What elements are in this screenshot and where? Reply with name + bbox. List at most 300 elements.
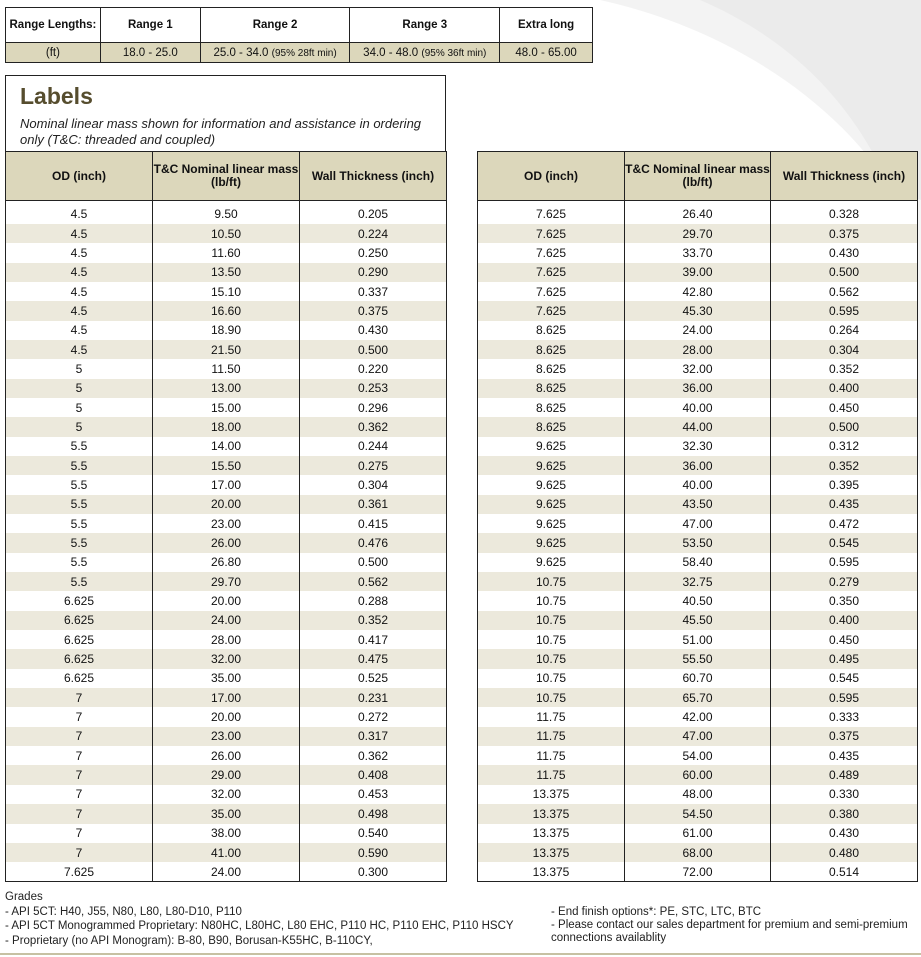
mass-cell: 40.00 (625, 398, 771, 417)
od-cell: 9.625 (478, 495, 625, 514)
mass-cell: 53.50 (625, 533, 771, 552)
od-cell: 7 (6, 804, 153, 823)
od-cell: 7.625 (6, 862, 153, 881)
table-row (6, 765, 447, 784)
mass-cell: 11.50 (153, 359, 300, 378)
table-row (6, 224, 447, 243)
table-row (478, 533, 918, 552)
od-cell: 11.75 (478, 746, 625, 765)
wall-cell: 0.275 (300, 456, 447, 475)
wall-cell: 0.231 (300, 688, 447, 707)
table-row (6, 301, 447, 320)
table-row (478, 785, 918, 804)
wall-cell: 0.400 (771, 379, 918, 398)
mass-cell: 47.00 (625, 727, 771, 746)
mass-cell: 35.00 (153, 669, 300, 688)
od-cell: 4.5 (6, 263, 153, 282)
table-row (6, 379, 447, 398)
wall-cell: 0.595 (771, 553, 918, 572)
od-cell: 10.75 (478, 572, 625, 591)
wall-cell: 0.244 (300, 437, 447, 456)
od-cell: 7 (6, 727, 153, 746)
mass-cell: 26.40 (625, 205, 771, 224)
mass-cell: 54.50 (625, 804, 771, 823)
od-cell: 7 (6, 843, 153, 862)
od-cell: 4.5 (6, 301, 153, 320)
range-header-extra: Extra long (500, 8, 593, 43)
mass-cell: 24.00 (625, 321, 771, 340)
od-cell: 9.625 (478, 553, 625, 572)
range-extra-value: 48.0 - 65.00 (500, 43, 593, 63)
grades-section (5, 890, 514, 948)
od-cell: 5.5 (6, 533, 153, 552)
wall-cell: 0.330 (771, 785, 918, 804)
od-cell: 9.625 (478, 514, 625, 533)
range-header-2: Range 2 (200, 8, 350, 43)
mass-cell: 16.60 (153, 301, 300, 320)
od-cell: 8.625 (478, 398, 625, 417)
wall-cell: 0.362 (300, 417, 447, 436)
mass-cell: 11.60 (153, 243, 300, 262)
table-row (6, 456, 447, 475)
mass-cell: 54.00 (625, 746, 771, 765)
wall-cell: 0.408 (300, 765, 447, 784)
wall-cell: 0.500 (300, 553, 447, 572)
mass-header: T&C Nominal linear mass (lb/ft) (625, 152, 771, 201)
wall-cell: 0.562 (300, 572, 447, 591)
mass-cell: 17.00 (153, 475, 300, 494)
wall-cell: 0.290 (300, 263, 447, 282)
od-cell: 7.625 (478, 243, 625, 262)
wall-cell: 0.514 (771, 862, 918, 881)
left-data-table (5, 151, 447, 882)
table-row (478, 688, 918, 707)
table-row (478, 843, 918, 862)
wall-cell: 0.333 (771, 707, 918, 726)
od-cell: 6.625 (6, 649, 153, 668)
table-row (478, 727, 918, 746)
wall-cell: 0.375 (300, 301, 447, 320)
od-cell: 7.625 (478, 282, 625, 301)
wall-cell: 0.350 (771, 591, 918, 610)
table-row (6, 398, 447, 417)
table-row (6, 340, 447, 359)
wall-cell: 0.450 (771, 398, 918, 417)
mass-cell: 43.50 (625, 495, 771, 514)
table-row (478, 553, 918, 572)
wall-cell: 0.352 (300, 611, 447, 630)
table-row (478, 437, 918, 456)
grades-line: - API 5CT: H40, J55, N80, L80, L80-D10, P110 (5, 905, 242, 918)
note-line: - Please contact our sales department for premium and semi-premium connections availablity (551, 919, 908, 944)
od-cell: 8.625 (478, 379, 625, 398)
mass-cell: 32.00 (153, 785, 300, 804)
wall-cell: 0.279 (771, 572, 918, 591)
od-cell: 8.625 (478, 359, 625, 378)
mass-cell: 24.00 (153, 611, 300, 630)
mass-cell: 13.50 (153, 263, 300, 282)
od-cell: 8.625 (478, 321, 625, 340)
table-row (6, 243, 447, 262)
od-cell: 7.625 (478, 301, 625, 320)
wall-cell: 0.500 (300, 340, 447, 359)
table-row (478, 417, 918, 436)
table-row (478, 862, 918, 881)
mass-cell: 45.50 (625, 611, 771, 630)
od-cell: 7 (6, 785, 153, 804)
wall-cell: 0.205 (300, 205, 447, 224)
od-cell: 5.5 (6, 456, 153, 475)
table-row (6, 321, 447, 340)
od-cell: 10.75 (478, 688, 625, 707)
table-row (6, 785, 447, 804)
table-row (478, 611, 918, 630)
od-cell: 13.375 (478, 824, 625, 843)
table-row (478, 804, 918, 823)
wall-cell: 0.498 (300, 804, 447, 823)
wall-cell: 0.300 (300, 862, 447, 881)
range-1-value: 18.0 - 25.0 (100, 43, 200, 63)
table-row (478, 649, 918, 668)
wall-cell: 0.361 (300, 495, 447, 514)
od-cell: 5 (6, 359, 153, 378)
od-cell: 5.5 (6, 572, 153, 591)
table-row (478, 669, 918, 688)
wall-cell: 0.595 (771, 688, 918, 707)
mass-header: T&C Nominal linear mass (lb/ft) (153, 152, 300, 201)
mass-cell: 61.00 (625, 824, 771, 843)
wall-cell: 0.220 (300, 359, 447, 378)
wall-cell: 0.590 (300, 843, 447, 862)
wall-cell: 0.250 (300, 243, 447, 262)
od-cell: 5 (6, 379, 153, 398)
table-row (6, 611, 447, 630)
wall-cell: 0.375 (771, 224, 918, 243)
wall-cell: 0.415 (300, 514, 447, 533)
od-cell: 10.75 (478, 611, 625, 630)
table-row (6, 514, 447, 533)
table-row (478, 282, 918, 301)
table-row (6, 824, 447, 843)
table-row (478, 475, 918, 494)
table-row (6, 843, 447, 862)
od-cell: 13.375 (478, 862, 625, 881)
labels-title: Labels (20, 83, 93, 109)
mass-cell: 29.70 (625, 224, 771, 243)
wall-cell: 0.264 (771, 321, 918, 340)
notes-section (551, 906, 919, 945)
od-cell: 10.75 (478, 669, 625, 688)
table-row (478, 591, 918, 610)
od-cell: 5.5 (6, 514, 153, 533)
table-row (6, 437, 447, 456)
mass-cell: 26.00 (153, 533, 300, 552)
mass-cell: 20.00 (153, 707, 300, 726)
table-row (6, 572, 447, 591)
od-cell: 4.5 (6, 224, 153, 243)
od-cell: 5.5 (6, 495, 153, 514)
range-header-1: Range 1 (100, 8, 200, 43)
wall-cell: 0.328 (771, 205, 918, 224)
od-cell: 7 (6, 688, 153, 707)
wall-cell: 0.317 (300, 727, 447, 746)
table-row (6, 630, 447, 649)
mass-cell: 13.00 (153, 379, 300, 398)
mass-cell: 32.00 (625, 359, 771, 378)
mass-cell: 32.00 (153, 649, 300, 668)
note-line: - End finish options*: PE, STC, LTC, BTC (551, 906, 762, 918)
table-row (478, 205, 918, 224)
table-row (6, 862, 447, 881)
table-row (478, 824, 918, 843)
mass-cell: 26.80 (153, 553, 300, 572)
wall-cell: 0.304 (300, 475, 447, 494)
table-row (478, 340, 918, 359)
od-cell: 5.5 (6, 553, 153, 572)
table-row (478, 765, 918, 784)
od-cell: 4.5 (6, 340, 153, 359)
wall-cell: 0.362 (300, 746, 447, 765)
table-row (6, 205, 447, 224)
wall-cell: 0.304 (771, 340, 918, 359)
wall-cell: 0.430 (300, 321, 447, 340)
wall-cell: 0.489 (771, 765, 918, 784)
range-header-label: Range Lengths: (6, 8, 101, 43)
mass-cell: 40.50 (625, 591, 771, 610)
mass-cell: 55.50 (625, 649, 771, 668)
table-row (6, 649, 447, 668)
mass-cell: 17.00 (153, 688, 300, 707)
wall-cell: 0.337 (300, 282, 447, 301)
mass-cell: 15.50 (153, 456, 300, 475)
mass-cell: 15.00 (153, 398, 300, 417)
table-row (478, 514, 918, 533)
mass-cell: 40.00 (625, 475, 771, 494)
grades-line: - Proprietary (no API Monogram): B-80, B90, Borusan-K55HC, B-110CY, (5, 934, 373, 947)
table-row (478, 224, 918, 243)
table-row (478, 243, 918, 262)
wall-cell: 0.595 (771, 301, 918, 320)
wall-cell: 0.417 (300, 630, 447, 649)
od-header: OD (inch) (478, 152, 625, 201)
od-cell: 10.75 (478, 630, 625, 649)
mass-cell: 26.00 (153, 746, 300, 765)
od-cell: 5 (6, 398, 153, 417)
mass-cell: 38.00 (153, 824, 300, 843)
table-row (478, 707, 918, 726)
mass-cell: 29.00 (153, 765, 300, 784)
range-lengths-table (5, 7, 593, 63)
mass-cell: 32.75 (625, 572, 771, 591)
mass-cell: 48.00 (625, 785, 771, 804)
range-unit: (ft) (6, 43, 101, 63)
table-row (6, 707, 447, 726)
table-row (6, 417, 447, 436)
wall-cell: 0.545 (771, 533, 918, 552)
od-cell: 9.625 (478, 456, 625, 475)
table-row (6, 553, 447, 572)
table-row (6, 591, 447, 610)
labels-box (5, 75, 446, 151)
od-cell: 6.625 (6, 669, 153, 688)
table-row (6, 359, 447, 378)
od-cell: 4.5 (6, 321, 153, 340)
wall-cell: 0.476 (300, 533, 447, 552)
range-header-3: Range 3 (350, 8, 500, 43)
od-cell: 8.625 (478, 417, 625, 436)
wall-cell: 0.272 (300, 707, 447, 726)
wall-cell: 0.296 (300, 398, 447, 417)
mass-cell: 36.00 (625, 379, 771, 398)
wall-cell: 0.352 (771, 456, 918, 475)
od-cell: 7 (6, 746, 153, 765)
od-cell: 4.5 (6, 243, 153, 262)
od-cell: 8.625 (478, 340, 625, 359)
od-cell: 4.5 (6, 282, 153, 301)
table-row (6, 475, 447, 494)
mass-cell: 60.00 (625, 765, 771, 784)
mass-cell: 45.30 (625, 301, 771, 320)
od-cell: 5 (6, 417, 153, 436)
wall-cell: 0.480 (771, 843, 918, 862)
mass-cell: 65.70 (625, 688, 771, 707)
od-cell: 13.375 (478, 843, 625, 862)
table-row (6, 746, 447, 765)
table-row (6, 533, 447, 552)
mass-cell: 23.00 (153, 727, 300, 746)
table-row (478, 495, 918, 514)
mass-cell: 47.00 (625, 514, 771, 533)
od-cell: 13.375 (478, 785, 625, 804)
wall-cell: 0.453 (300, 785, 447, 804)
wall-cell: 0.430 (771, 824, 918, 843)
wall-cell: 0.352 (771, 359, 918, 378)
od-cell: 6.625 (6, 611, 153, 630)
table-row (478, 572, 918, 591)
mass-cell: 14.00 (153, 437, 300, 456)
table-row (478, 301, 918, 320)
mass-cell: 60.70 (625, 669, 771, 688)
mass-cell: 10.50 (153, 224, 300, 243)
mass-cell: 35.00 (153, 804, 300, 823)
wall-cell: 0.435 (771, 746, 918, 765)
od-cell: 10.75 (478, 591, 625, 610)
od-header: OD (inch) (6, 152, 153, 201)
od-cell: 5.5 (6, 475, 153, 494)
wall-cell: 0.435 (771, 495, 918, 514)
mass-cell: 42.00 (625, 707, 771, 726)
mass-cell: 36.00 (625, 456, 771, 475)
wall-cell: 0.253 (300, 379, 447, 398)
wall-cell: 0.500 (771, 263, 918, 282)
od-cell: 7 (6, 707, 153, 726)
mass-cell: 51.00 (625, 630, 771, 649)
range-2-value: 25.0 - 34.0 (95% 28ft min) (200, 43, 350, 63)
wall-cell: 0.395 (771, 475, 918, 494)
mass-cell: 32.30 (625, 437, 771, 456)
mass-cell: 39.00 (625, 263, 771, 282)
range-3-value: 34.0 - 48.0 (95% 36ft min) (350, 43, 500, 63)
table-row (478, 456, 918, 475)
mass-cell: 29.70 (153, 572, 300, 591)
mass-cell: 41.00 (153, 843, 300, 862)
od-cell: 11.75 (478, 765, 625, 784)
table-row (6, 495, 447, 514)
od-cell: 13.375 (478, 804, 625, 823)
right-data-table (477, 151, 918, 882)
mass-cell: 9.50 (153, 205, 300, 224)
grades-line: - API 5CT Monogrammed Proprietary: N80HC, L80HC, L80 EHC, P110 HC, P110 EHC, P110 HSCY (5, 920, 514, 932)
footer-divider (0, 953, 921, 955)
wall-header: Wall Thickness (inch) (300, 152, 447, 201)
labels-note: Nominal linear mass shown for information and assistance in ordering only (T&C: threaded and coupled) (20, 116, 422, 147)
mass-cell: 23.00 (153, 514, 300, 533)
mass-cell: 20.00 (153, 591, 300, 610)
mass-cell: 58.40 (625, 553, 771, 572)
mass-cell: 33.70 (625, 243, 771, 262)
grades-title: Grades (5, 891, 43, 903)
table-row (478, 379, 918, 398)
mass-cell: 68.00 (625, 843, 771, 862)
mass-cell: 28.00 (153, 630, 300, 649)
table-row (6, 804, 447, 823)
table-row (6, 263, 447, 282)
od-cell: 9.625 (478, 437, 625, 456)
table-row (6, 727, 447, 746)
table-row (6, 282, 447, 301)
mass-cell: 28.00 (625, 340, 771, 359)
od-cell: 7 (6, 765, 153, 784)
mass-cell: 24.00 (153, 862, 300, 881)
wall-cell: 0.400 (771, 611, 918, 630)
mass-cell: 18.90 (153, 321, 300, 340)
table-row (478, 398, 918, 417)
od-cell: 4.5 (6, 205, 153, 224)
od-cell: 11.75 (478, 727, 625, 746)
wall-cell: 0.288 (300, 591, 447, 610)
od-cell: 6.625 (6, 591, 153, 610)
mass-cell: 15.10 (153, 282, 300, 301)
wall-cell: 0.495 (771, 649, 918, 668)
mass-cell: 21.50 (153, 340, 300, 359)
od-cell: 7.625 (478, 224, 625, 243)
wall-cell: 0.450 (771, 630, 918, 649)
wall-cell: 0.545 (771, 669, 918, 688)
wall-cell: 0.540 (300, 824, 447, 843)
od-cell: 9.625 (478, 533, 625, 552)
wall-cell: 0.375 (771, 727, 918, 746)
od-cell: 7 (6, 824, 153, 843)
table-row (478, 746, 918, 765)
mass-cell: 20.00 (153, 495, 300, 514)
mass-cell: 44.00 (625, 417, 771, 436)
wall-cell: 0.525 (300, 669, 447, 688)
wall-cell: 0.380 (771, 804, 918, 823)
od-cell: 7.625 (478, 263, 625, 282)
wall-cell: 0.562 (771, 282, 918, 301)
wall-cell: 0.475 (300, 649, 447, 668)
od-cell: 6.625 (6, 630, 153, 649)
mass-cell: 18.00 (153, 417, 300, 436)
od-cell: 5.5 (6, 437, 153, 456)
table-row (478, 321, 918, 340)
od-cell: 10.75 (478, 649, 625, 668)
wall-cell: 0.500 (771, 417, 918, 436)
wall-cell: 0.430 (771, 243, 918, 262)
od-cell: 9.625 (478, 475, 625, 494)
table-row (478, 263, 918, 282)
table-row (478, 630, 918, 649)
